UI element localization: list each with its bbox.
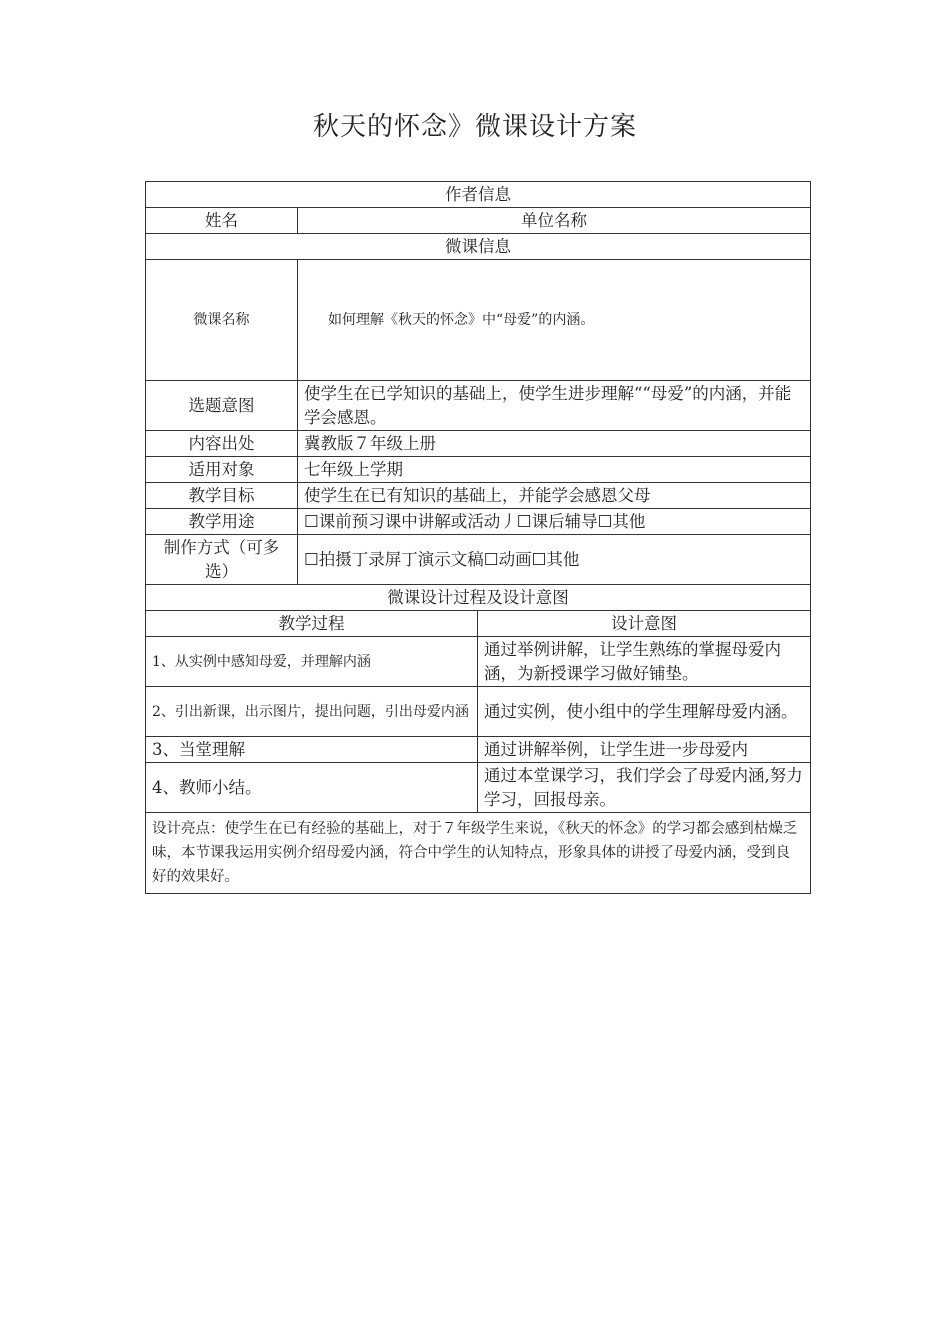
process-row — [146, 737, 811, 763]
production-value: ☐拍摄丁录屏丁演示文稿☐动画☐其他 — [298, 535, 811, 585]
process-row — [146, 687, 811, 737]
process-header: 微课设计过程及设计意图 — [146, 585, 811, 611]
name-label: 姓名 — [146, 208, 298, 234]
audience-value: 七年级上学期 — [298, 457, 811, 483]
source-value: 冀教版７年级上册 — [298, 431, 811, 457]
author-info-header-row — [146, 182, 811, 208]
page-title: 秋天的怀念》微课设计方案 — [312, 112, 637, 142]
highlight-row — [146, 813, 811, 894]
intent-label: 选题意图 — [146, 381, 298, 431]
design-highlight: 设计亮点：使学生在已有经验的基础上，对于７年级学生来说，《秋天的怀念》的学习都会感到枯燥乏味，本节课我运用实例介绍母爱内涵，符合中学生的认知特点，形象具体的讲授了母爱内涵，受到良好的效果好。 — [146, 813, 811, 894]
micro-name-value: 如何理解《秋天的怀念》中“母爱”的内涵。 — [298, 260, 811, 381]
process-col-steps: 教学过程 — [146, 611, 478, 637]
intent-row — [146, 381, 811, 431]
process-step: 4、教师小结。 — [146, 763, 478, 813]
micro-name-label: 微课名称 — [146, 260, 298, 381]
source-row — [146, 431, 811, 457]
source-label: 内容出处 — [146, 431, 298, 457]
process-col-intent: 设计意图 — [478, 611, 811, 637]
process-step: 1、从实例中感知母爱，并理解内涵 — [146, 637, 478, 687]
process-row — [146, 763, 811, 813]
micro-info-header: 微课信息 — [146, 234, 811, 260]
process-intent: 通过本堂课学习，我们学会了母爱内涵,努力学习，回报母亲。 — [478, 763, 811, 813]
author-name-row — [146, 208, 811, 234]
goal-value: 使学生在已有知识的基础上，并能学会感恩父母 — [298, 483, 811, 509]
process-step: 3、当堂理解 — [146, 737, 478, 763]
process-step: 2、引出新课，出示图片，提出问题，引出母爱内涵 — [146, 687, 478, 737]
micro-info-header-row — [146, 234, 811, 260]
process-intent: 通过举例讲解，让学生熟练的掌握母爱内涵，为新授课学习做好铺垫。 — [478, 637, 811, 687]
process-intent: 通过讲解举例，让学生进一步母爱内 — [478, 737, 811, 763]
process-row — [146, 637, 811, 687]
usage-row — [146, 509, 811, 535]
intent-value: 使学生在已学知识的基础上，使学生进步理解““母爱”的内涵，并能学会感恩。 — [298, 381, 811, 431]
audience-label: 适用对象 — [146, 457, 298, 483]
audience-row — [146, 457, 811, 483]
author-info-header: 作者信息 — [146, 182, 811, 208]
production-row — [146, 535, 811, 585]
micro-name-row — [146, 260, 811, 381]
process-header-row — [146, 585, 811, 611]
unit-label: 单位名称 — [298, 208, 811, 234]
process-columns-row — [146, 611, 811, 637]
goal-label: 教学目标 — [146, 483, 298, 509]
usage-value: ☐课前预习课中讲解或活动丿☐课后辅导☐其他 — [298, 509, 811, 535]
design-form-table — [145, 181, 811, 894]
goal-row — [146, 483, 811, 509]
process-intent: 通过实例，使小组中的学生理解母爱内涵。 — [478, 687, 811, 737]
usage-label: 教学用途 — [146, 509, 298, 535]
production-label: 制作方式（可多选） — [146, 535, 298, 585]
